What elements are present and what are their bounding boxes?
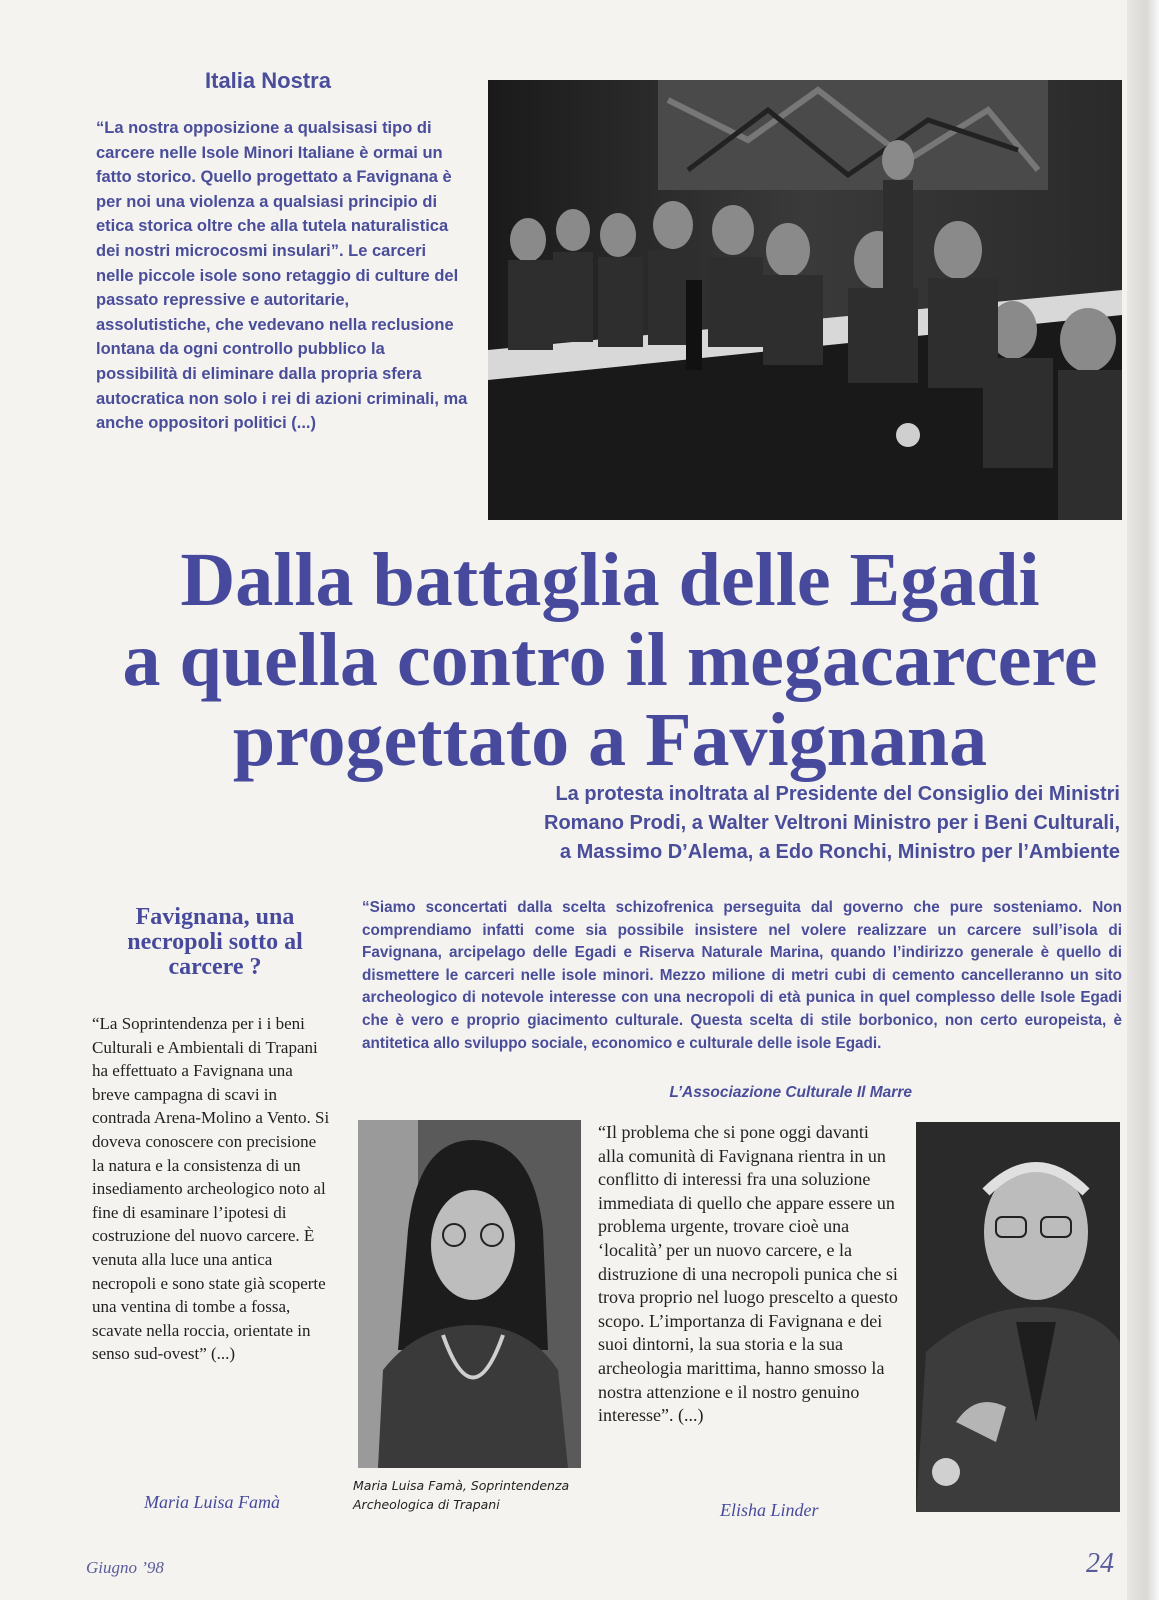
box-signature: Maria Luisa Famà	[143, 1492, 280, 1512]
subheading-line-3: a Massimo D’Alema, a Edo Ronchi, Ministro per l’Ambiente	[559, 841, 1120, 863]
box-body: “La Soprintendenza per i i beni Culturali e Ambientali di Trapani ha effettuato a Favignana una breve campagna di scavi in contrada Arena-Molino a Vento. Si doveva conoscere con precisione la natura e la consistenza di un insediamento archeologico noto al fine di esaminare l’ipotesi di costruzione del nuovo carcere. È venuta alla luce una antica necropoli e sono state già scoperte una ventina di tombe a fossa, scavate nella roccia, orientate in senso sud-ovest” (...)	[92, 1014, 330, 1364]
sidebar-quote: “La nostra opposizione a qualsisasi tipo di carcere nelle Isole Minori Italiane è ormai un fatto storico. Quello progettato a Favignana è per noi una violenza a qualsiasi principio di etica storica oltre che alla tutela naturalistica dei nostri microcosmi insulari”. Le carceri nelle piccole isole sono retaggio di culture del passato repressive e autoritarie, assolutistiche, che vedevano nella reclusione lontana da ogni controllo pubblico la possibilità di eliminare dalla propria sfera autocratica non solo i rei di azioni criminali, ma anche oppositori politici (...)	[96, 119, 468, 433]
subheading-line-1: La protesta inoltrata al Presidente del Consiglio dei Ministri	[555, 783, 1120, 805]
subheading-line-2: Romano Prodi, a Walter Veltroni Ministro per i Beni Culturali,	[544, 812, 1120, 834]
sidebar-heading: Italia Nostra	[205, 68, 331, 93]
page-edge-shadow	[1127, 0, 1159, 1600]
headline-line-1: Dalla battaglia delle Egadi	[180, 538, 1040, 622]
linder-quote: “Il problema che si pone oggi davanti alla comunità di Favignana rientra in un conflitto di interessi fra una soluzione immediata di quello che appare essere un problema urgente, trovare cioè una ‘località’ per un nuovo carcere, e la distruzione di una necropoli punica che si trova proprio nel luogo prescelto a questo scopo. L’importanza di Favignana e dei suoi dintorni, la sua storia e la sua archeologia marittima, hanno smosso la nostra attenzione e il nostro genuino interesse”. (...)	[598, 1122, 898, 1426]
page-number: 24	[1086, 1548, 1114, 1579]
portrait-photo-fama	[358, 1120, 581, 1468]
linder-signature: Elisha Linder	[720, 1500, 819, 1520]
association-signature: L’Associazione Culturale Il Marre	[669, 1084, 912, 1101]
box-title: Favignana, una necropoli sotto al carcere ?	[127, 904, 303, 980]
association-quote: “Siamo sconcertati dalla scelta schizofrenica perseguita dal governo che pure sosteniamo. Non comprendiamo infatti come sia possibile insistere nel volere realizzare un carcere sull’isola di Favignana, arcipelago delle Egadi e Riserva Naturale Marina, quando l’indirizzo generale è quello di dismettere le carceri nelle isole minori. Mezzo milione di metri cubi di cemento cancelleranno un sito archeologico di notevole interesse con una necropoli di età punica in quel complesso delle Isole Egadi che è vero e proprio giacimento culturale. Questa scelta di stile borbonico, non certo europeista, è antitetica allo sviluppo sociale, economico e culturale delle isole Egadi.	[362, 899, 1122, 1052]
footer-date: Giugno ’98	[86, 1558, 164, 1577]
headline-line-3: progettato a Favignana	[232, 698, 988, 782]
photo-caption: Maria Luisa Famà, Soprintendenza Archeologica di Trapani	[353, 1478, 570, 1512]
subheading	[360, 780, 1120, 867]
portrait-photo-linder	[916, 1122, 1120, 1512]
headline-line-2: a quella contro il megacarcere	[122, 618, 1098, 702]
headline	[60, 540, 1159, 780]
conference-photo	[488, 80, 1122, 520]
